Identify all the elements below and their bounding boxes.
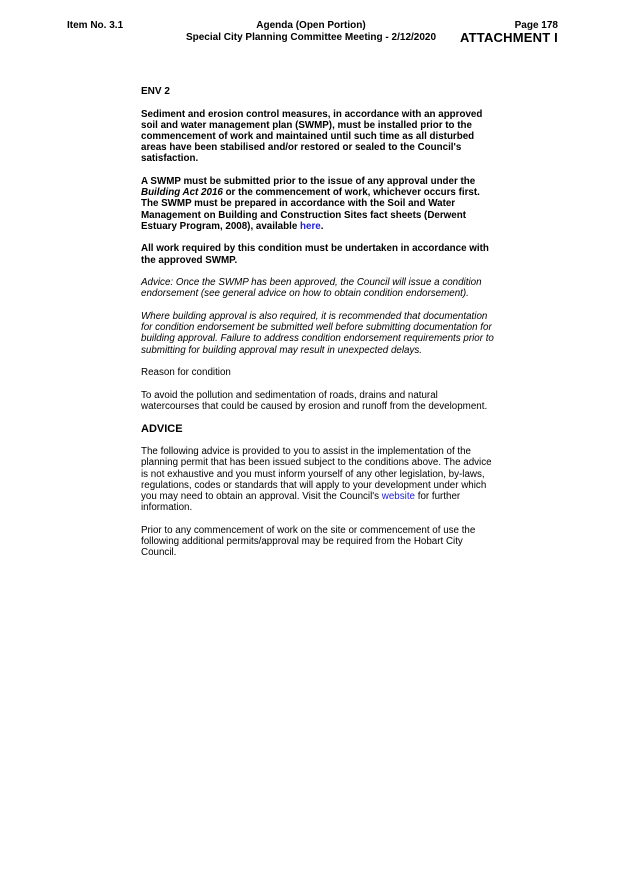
permits-paragraph: Prior to any commencement of work on the site or commencement of use the following additional permits/approval may be required from the Hobart City Council. (141, 524, 476, 559)
para2-text-pre: A SWMP must be submitted prior to the issue of any approval under the (141, 176, 476, 187)
condition-code: ENV 2 (141, 86, 170, 97)
condition-paragraph-2 (141, 176, 496, 232)
item-number: Item No. 3.1 (67, 20, 124, 31)
website-link[interactable]: website (381, 491, 415, 502)
advice-paragraph-2: Where building approval is also required, it is recommended that documentation for condition endorsement be submitted well before submitting documentation for building approval. Failure to address condition endorsement requirements prior to submitting for building approval may result in unexpected delays. (141, 311, 494, 356)
meeting-title: Special City Planning Committee Meeting - 2/12/2020 (185, 32, 437, 43)
condition-paragraph-3: All work required by this condition must be undertaken in accordance with the approved SWMP. (141, 243, 489, 266)
general-advice-text-pre: The following advice is provided to you to assist in the implementation of the planning permit that has been issued subject to the conditions above. The advice is not exhaustive and you must inform yourself of any other legislation, by-laws, regulations, codes or standards that will apply to your development under which you may need to obtain an approval. Visit the Council's (141, 446, 492, 502)
para2-text-end: . (320, 220, 324, 232)
reason-label: Reason for condition (141, 367, 231, 379)
page-number: Page 178 (514, 20, 558, 31)
para2-text-post: or the commencement of work, whichever occurs first. The SWMP must be prepared in accordance with the Soil and Water Management on Building and Construction Sites fact sheets (Derwent Estuary Program, 2008), available (141, 187, 480, 232)
condition-paragraph-1: Sediment and erosion control measures, in accordance with an approved soil and water management plan (SWMP), must be installed prior to the commencement of work and maintained until such time as all disturbed areas have been stabilised and/or restored or sealed to the Council's satisfaction. (141, 108, 483, 165)
reason-text: To avoid the pollution and sedimentation of roads, drains and natural watercourses that could be caused by erosion and runoff from the development. (141, 389, 488, 412)
general-advice-text-post: for further information. (141, 491, 461, 514)
building-act-ref: Building Act 2016 (141, 187, 223, 199)
agenda-title: Agenda (Open Portion) (256, 20, 366, 31)
advice-paragraph-1: Advice: Once the SWMP has been approved, the Council will issue a condition endorsement (see general advice on how to obtain condition endorsement). (141, 277, 482, 300)
general-advice-paragraph (141, 446, 496, 513)
advice-heading: ADVICE (141, 422, 183, 435)
attachment-label: ATTACHMENT I (460, 30, 558, 45)
document-body (141, 86, 496, 570)
here-link[interactable]: here (300, 220, 321, 232)
